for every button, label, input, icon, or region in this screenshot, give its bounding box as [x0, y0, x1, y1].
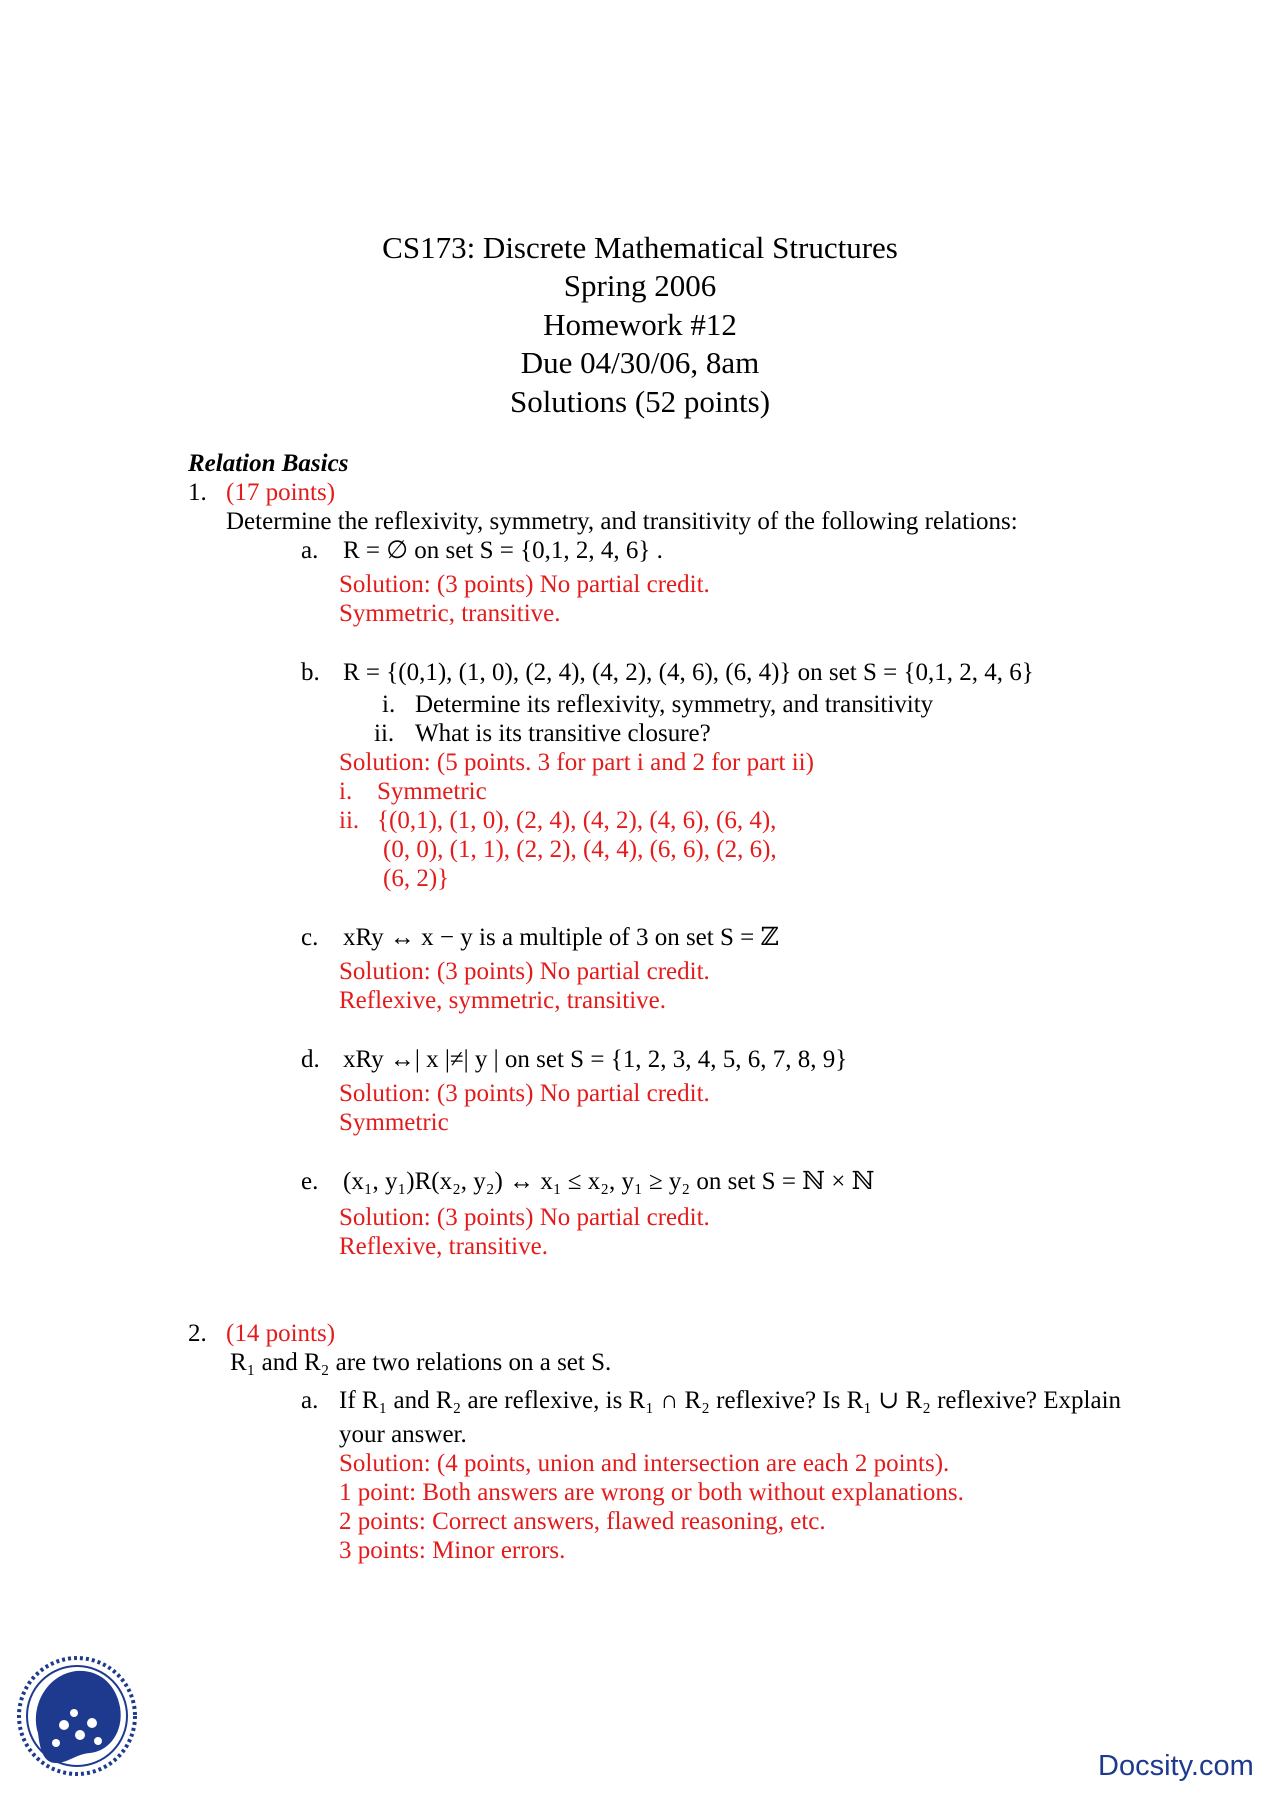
- q1e-answer: Reflexive, transitive.: [339, 1233, 548, 1260]
- q1c-solution: Solution: (3 points) No partial credit.: [339, 958, 710, 985]
- solutions-heading: Solutions (52 points): [509, 384, 771, 419]
- q1b-ans-ii-line3: (6, 2)}: [383, 865, 450, 892]
- term: Spring 2006: [563, 268, 717, 303]
- q1b-ans-ii-line1: {(0,1), (1, 0), (2, 4), (4, 2), (4, 6), (6, 4),: [377, 807, 777, 834]
- q1b-label: b.: [301, 659, 320, 686]
- q2-prompt: R₁ and R₂ are two relations on a set S.: [230, 1349, 612, 1376]
- q1d-solution: Solution: (3 points) No partial credit.: [339, 1080, 710, 1107]
- q1d-label: d.: [301, 1046, 320, 1073]
- q1b-ans-i: Symmetric: [377, 778, 487, 805]
- section-title: Relation Basics: [188, 450, 349, 477]
- q2a-rubric-1: 1 point: Both answers are wrong or both without explanations.: [339, 1479, 964, 1506]
- q1a-solution: Solution: (3 points) No partial credit.: [339, 571, 710, 598]
- q2a-solution: Solution: (4 points, union and intersection are each 2 points).: [339, 1450, 950, 1477]
- q2a-rubric-2: 2 points: Correct answers, flawed reasoning, etc.: [339, 1508, 826, 1535]
- q2-number: 2.: [188, 1320, 207, 1347]
- q2a-question-line1: If R₁ and R₂ are reflexive, is R₁ ∩ R₂ reflexive? Is R₁ ∪ R₂ reflexive? Explain: [339, 1387, 1122, 1414]
- q2a-question-line2: your answer.: [339, 1421, 467, 1448]
- q1e-label: e.: [301, 1168, 319, 1195]
- q1-prompt: Determine the reflexivity, symmetry, and transitivity of the following relations:: [226, 508, 1018, 535]
- q1-points: (17 points): [226, 479, 336, 506]
- q1a-relation: R = ∅ on set S = {0,1, 2, 4, 6} .: [343, 537, 663, 564]
- q2a-rubric-3: 3 points: Minor errors.: [339, 1537, 566, 1564]
- due-date: Due 04/30/06, 8am: [520, 345, 760, 380]
- q1c-label: c.: [301, 924, 319, 951]
- q2a-label: a.: [301, 1387, 319, 1414]
- q1b-sub-ii-label: ii.: [374, 720, 395, 747]
- q1c-answer: Reflexive, symmetric, transitive.: [339, 987, 666, 1014]
- q1a-label: a.: [301, 537, 319, 564]
- q1c-relation: xRy ↔ x − y is a multiple of 3 on set S = ℤ: [343, 924, 779, 951]
- course-title: CS173: Discrete Mathematical Structures: [382, 230, 898, 265]
- docsity-logo-icon[interactable]: [16, 1655, 138, 1777]
- homework-number: Homework #12: [543, 307, 737, 342]
- q2-points: (14 points): [226, 1320, 336, 1347]
- q1b-ans-i-label: i.: [339, 778, 353, 805]
- q1b-ans-ii-line2: (0, 0), (1, 1), (2, 2), (4, 4), (6, 6), (2, 6),: [383, 836, 777, 863]
- q1b-sub-ii: What is its transitive closure?: [415, 720, 711, 747]
- q1b-sub-i: Determine its reflexivity, symmetry, and transitivity: [415, 691, 934, 718]
- q1b-sub-i-label: i.: [382, 691, 396, 718]
- q1-number: 1.: [188, 479, 207, 506]
- q1d-answer: Symmetric: [339, 1109, 449, 1136]
- q1b-relation: R = {(0,1), (1, 0), (2, 4), (4, 2), (4, 6), (6, 4)} on set S = {0,1, 2, 4, 6}: [343, 659, 1034, 686]
- q1b-ans-ii-label: ii.: [339, 807, 360, 834]
- q1e-relation: (x₁, y₁)R(x₂, y₂) ↔ x₁ ≤ x₂, y₁ ≥ y₂ on set S = ℕ × ℕ: [343, 1168, 875, 1195]
- q1d-relation: xRy ↔| x |≠| y | on set S = {1, 2, 3, 4, 5, 6, 7, 8, 9}: [343, 1046, 848, 1073]
- q1a-answer: Symmetric, transitive.: [339, 600, 561, 627]
- q1b-solution: Solution: (5 points. 3 for part i and 2 for part ii): [339, 749, 814, 776]
- q1e-solution: Solution: (3 points) No partial credit.: [339, 1204, 710, 1231]
- docsity-brand-link[interactable]: Docsity.com: [1098, 1750, 1254, 1782]
